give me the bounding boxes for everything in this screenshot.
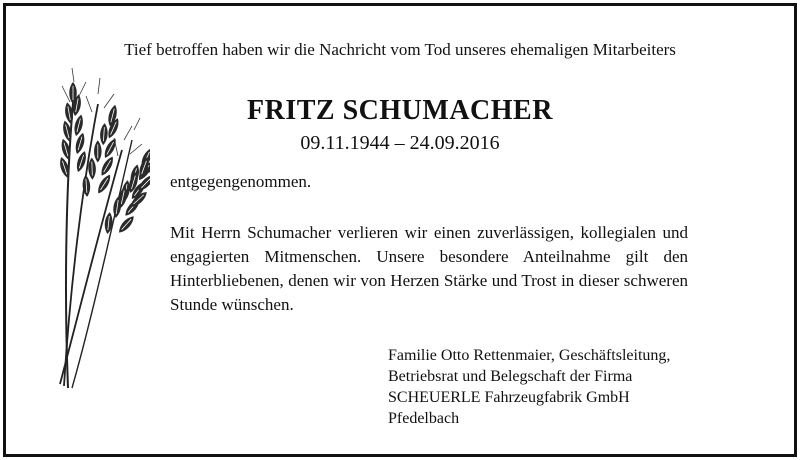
signature-block	[388, 345, 670, 429]
signature-line: Pfedelbach	[388, 410, 460, 427]
signature-line: SCHEUERLE Fahrzeugfabrik GmbH	[388, 389, 630, 406]
condolence-message: Mit Herrn Schumacher verlieren wir einen zuverlässigen, kollegialen und engagierten Mitmenschen. Unsere besondere Anteilnahme gilt den Hinterbliebenen, denen wir von Herzen Stärke und Trost in dieser schweren Stunde wünschen.	[170, 223, 688, 314]
intro-text: Tief betroffen haben wir die Nachricht vom Tod unseres ehemaligen Mitarbeiters	[124, 40, 676, 59]
signature-line: Betriebsrat und Belegschaft der Firma	[388, 368, 633, 385]
intro-continuation: entgegengenommen.	[170, 172, 312, 191]
life-dates: 09.11.1944 – 24.09.2016	[300, 132, 500, 154]
signature-line: Familie Otto Rettenmaier, Geschäftsleitung,	[388, 347, 671, 364]
deceased-name: FRITZ SCHUMACHER	[247, 95, 553, 126]
